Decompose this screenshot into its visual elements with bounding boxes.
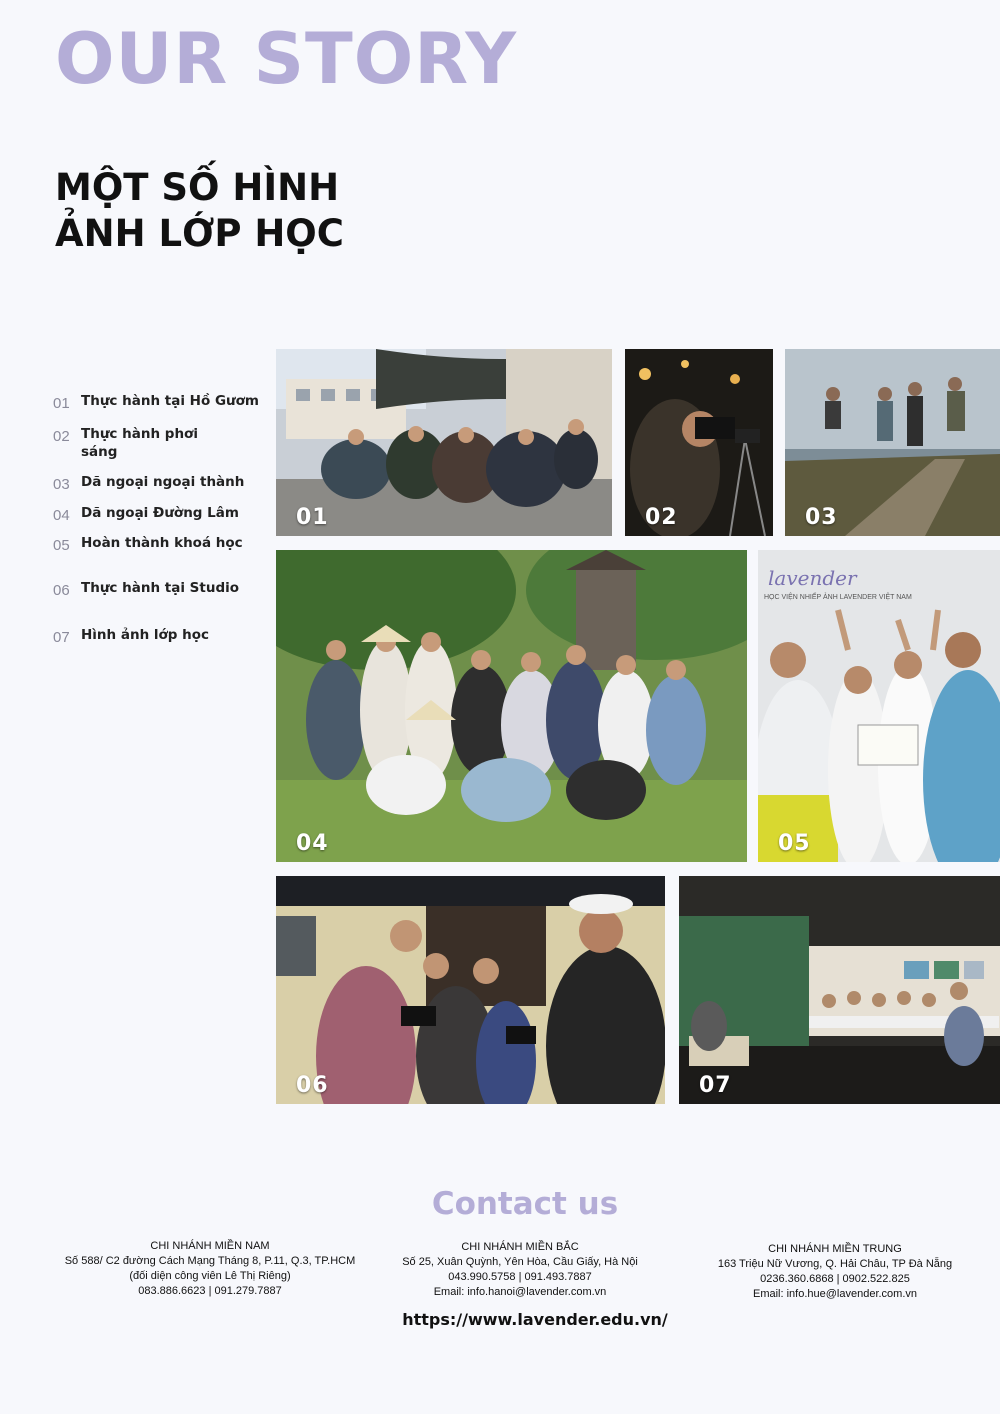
branch-phone: 0236.360.6868 | 0902.522.825 [760, 1273, 910, 1285]
list-item-label: Dã ngoại Đường Lâm [81, 505, 239, 521]
branch-name: CHI NHÁNH MIỀN TRUNG [768, 1243, 902, 1255]
photo-06 [276, 876, 665, 1104]
list-item-07 [53, 626, 268, 647]
photo-number: 03 [805, 505, 838, 530]
photo-01 [276, 349, 612, 536]
list-item-number: 05 [53, 537, 70, 554]
list-item-number: 07 [53, 629, 70, 646]
list-item-number: 06 [53, 582, 70, 599]
website-link[interactable]: https://www.lavender.edu.vn/ [402, 1310, 668, 1329]
branch-note: (đối diện công viên Lê Thị Riêng) [129, 1270, 291, 1282]
branch-north [370, 1240, 670, 1300]
branch-email: Email: info.hanoi@lavender.com.vn [433, 1286, 607, 1298]
photo-number: 07 [699, 1073, 732, 1098]
lavender-logo: lavender [768, 566, 857, 590]
logo-subtitle: HỌC VIỆN NHIẾP ẢNH LAVENDER VIỆT NAM [764, 594, 912, 601]
branch-phone: 083.886.6623 | 091.279.7887 [138, 1285, 282, 1297]
photo-02 [625, 349, 773, 536]
contact-title: Contact us [431, 1186, 619, 1222]
photo-number: 01 [296, 505, 329, 530]
list-item-01 [53, 392, 268, 413]
branch-name: CHI NHÁNH MIỀN BẮC [461, 1241, 579, 1253]
photo-04 [276, 550, 747, 862]
photo-03 [785, 349, 1000, 536]
branch-email: Email: info.hue@lavender.com.vn [752, 1288, 918, 1300]
list-item-02 [53, 425, 268, 461]
list-item-05 [53, 534, 268, 555]
list-item-03 [53, 473, 268, 494]
list-item-number: 03 [53, 476, 70, 493]
list-item-06 [53, 579, 268, 600]
branch-name: CHI NHÁNH MIỀN NAM [150, 1240, 270, 1252]
section-heading [55, 165, 435, 257]
photo-number: 06 [296, 1073, 329, 1098]
list-item-label: Thực hành phơi sáng [81, 426, 198, 460]
list-item-label: Hình ảnh lớp học [81, 627, 210, 643]
list-item-number: 01 [53, 395, 70, 412]
branch-address: Số 25, Xuân Quỳnh, Yên Hòa, Cầu Giấy, Hà Nội [402, 1256, 638, 1268]
photo-07 [679, 876, 1000, 1104]
list-item-04 [53, 504, 268, 525]
list-item-number: 02 [53, 428, 70, 445]
section-heading-line-2: ẢNH LỚP HỌC [55, 212, 344, 255]
branch-south [40, 1239, 380, 1299]
list-item-label: Hoàn thành khoá học [81, 535, 243, 551]
classroom-image [679, 876, 1000, 1104]
photo-05 [758, 550, 1000, 862]
photo-number: 05 [778, 831, 811, 856]
photo-number: 02 [645, 505, 678, 530]
list-item-label: Dã ngoại ngoại thành [81, 474, 245, 490]
duong-lam-group-image [276, 550, 747, 862]
branch-address: 163 Triệu Nữ Vương, Q. Hải Châu, TP Đà Nẵng [717, 1258, 953, 1270]
branch-phone: 043.990.5758 | 091.493.7887 [448, 1271, 592, 1283]
photo-number: 04 [296, 831, 329, 856]
list-item-label: Thực hành tại Studio [81, 580, 240, 596]
list-item-number: 04 [53, 507, 70, 524]
list-item-label: Thực hành tại Hồ Gươm [81, 393, 259, 409]
branch-address: Số 588/ C2 đường Cách Mạng Tháng 8, P.11, Q.3, TP.HCM [64, 1255, 356, 1267]
page-title: OUR STORY [55, 18, 518, 100]
section-heading-line-1: MỘT SỐ HÌNH [55, 166, 340, 209]
branch-central [690, 1242, 980, 1302]
studio-practice-image [276, 876, 665, 1104]
